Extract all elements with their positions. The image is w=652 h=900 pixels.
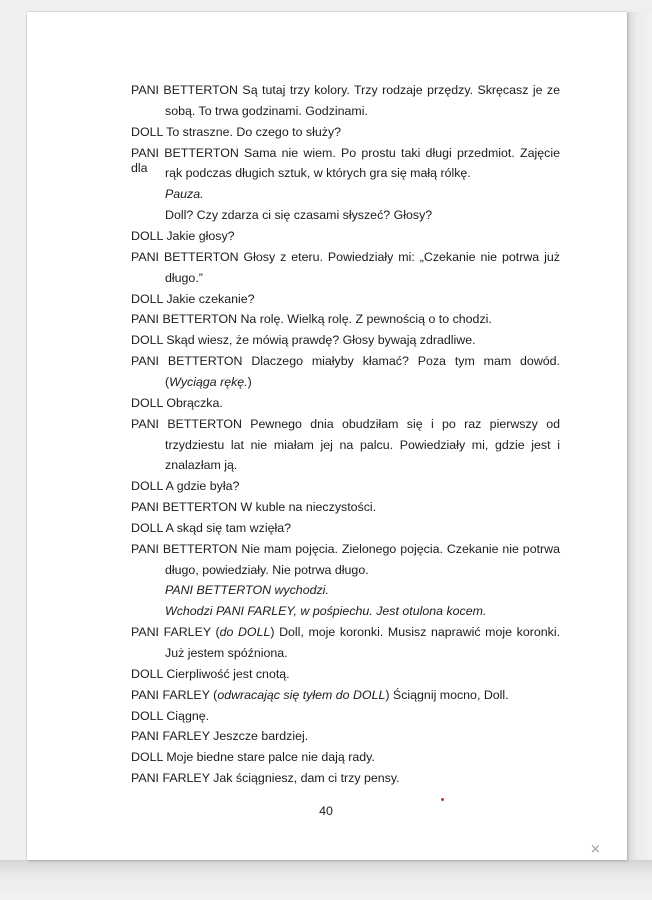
dialogue-line [165, 271, 560, 286]
dialogue-text: trzydziestu lat nie miałam jej na palcu. Powiedziały mi, gdzie jest i [165, 437, 560, 452]
dialogue-line [131, 771, 560, 786]
dialogue-line [131, 354, 560, 369]
dialogue-line [131, 542, 560, 557]
dialogue-text: Już jestem spóźniona. [165, 646, 288, 660]
dialogue-text: DOLL Obrączka. [131, 395, 223, 410]
dialogue-line [131, 250, 560, 265]
dialogue-line [165, 646, 560, 661]
dialogue-text: PANI BETTERTON Na rolę. Wielką rolę. Z pewnością o to chodzi. [131, 312, 492, 327]
dialogue-text: PANI FARLEY Jak ściągniesz, dam ci trzy pensy. [131, 771, 400, 786]
page-number: 40 [319, 804, 333, 818]
stage-direction-text: PANI BETTERTON wychodzi. [165, 583, 329, 598]
paper-speck [441, 798, 444, 801]
dialogue-line [165, 438, 560, 453]
dialogue-text: PANI BETTERTON Dlaczego miałyby kłamać? Poza tym mam dowód. [131, 354, 560, 369]
stage-direction-line [165, 583, 560, 598]
dialogue-line [131, 83, 560, 98]
dialogue-line [131, 729, 560, 744]
dialogue-line [131, 229, 560, 244]
dialogue-line [131, 417, 560, 432]
dialogue-text: DOLL Cierpliwość jest cnotą. [131, 666, 290, 681]
dialogue-line [165, 166, 560, 181]
dialogue-line [131, 709, 560, 724]
dialogue-line [131, 479, 560, 494]
dialogue-text: rąk podczas długich sztuk, w których gra się małą rólkę. [165, 166, 471, 181]
dialogue-line [131, 312, 560, 327]
dialogue-line [131, 750, 560, 765]
dialogue-text: Doll? Czy zdarza ci się czasami słyszeć? Głosy? [165, 208, 433, 223]
stage-direction-line [165, 604, 560, 619]
dialogue-text: PANI FARLEY ( [131, 687, 218, 702]
dialogue-text: DOLL Jakie głosy? [131, 229, 235, 243]
dialogue-text: DOLL A gdzie była? [131, 479, 240, 494]
dialogue-text: PANI BETTERTON Głosy z eteru. Powiedziały mi: „Czekanie nie potrwa już [131, 249, 560, 264]
dialogue-line [131, 333, 560, 348]
stage-direction-text: Pauza. [165, 187, 204, 202]
dialogue-text: DOLL A skąd się tam wzięła? [131, 520, 292, 535]
dialogue-text: DOLL Ciągnę. [131, 708, 210, 723]
dialogue-line [131, 521, 560, 536]
dialogue-text: ( [165, 374, 170, 389]
dialogue-text: PANI BETTERTON Pewnego dnia obudziłam się i po raz pierwszy od [131, 416, 560, 431]
dialogue-line [165, 375, 560, 390]
dialogue-line [165, 563, 560, 578]
dialogue-text: DOLL Moje biedne stare palce nie dają rady. [131, 750, 375, 765]
stage-direction-line [165, 187, 560, 202]
dialogue-line [131, 125, 560, 140]
dialogue-line [165, 458, 560, 473]
dialogue-text: ) Doll, moje koronki. Musisz naprawić moje koronki. [270, 625, 561, 640]
dialogue-text: PANI BETTERTON Nie mam pojęcia. Zielonego pojęcia. Czekanie nie potrwa [131, 541, 560, 556]
dialogue-line [131, 688, 560, 703]
scan-mark-icon: × [590, 842, 601, 857]
dialogue-text: PANI BETTERTON W kuble na nieczystości. [131, 500, 377, 514]
dialogue-text: DOLL Jakie czekanie? [131, 291, 255, 306]
dialogue-line [165, 104, 560, 119]
dialogue-text: DOLL Skąd wiesz, że mówią prawdę? Głosy bywają zdradliwe. [131, 333, 476, 348]
dialogue-line [131, 292, 560, 307]
dialogue-text: ) Ściągnij mocno, Doll. [385, 687, 509, 702]
dialogue-line [131, 500, 560, 515]
dialogue-line [131, 667, 560, 682]
dialogue-text: znalazłam ją. [165, 458, 238, 473]
dialogue-text: ) [247, 374, 252, 389]
stage-direction-text: Wchodzi PANI FARLEY, w pośpiechu. Jest otulona kocem. [165, 604, 487, 619]
dialogue-text: DOLL To straszne. Do czego to służy? [131, 124, 342, 139]
dialogue-line [131, 625, 560, 640]
dialogue-text: PANI BETTERTON Są tutaj trzy kolory. Trzy rodzaje przędzy. Skręcasz je ze [131, 83, 560, 97]
dialogue-text: długo.” [165, 270, 203, 285]
dialogue-text: PANI FARLEY ( [131, 625, 220, 640]
stage-direction-text: Wyciąga rękę. [169, 374, 248, 389]
dialogue-text: sobą. To trwa godzinami. Godzinami. [165, 103, 368, 118]
dialogue-line [131, 396, 560, 411]
dialogue-line [165, 208, 560, 223]
dialogue-text: PANI FARLEY Jeszcze bardziej. [131, 729, 309, 744]
stage-direction-text: odwracając się tyłem do DOLL [217, 687, 386, 702]
dialogue-text: PANI BETTERTON Sama nie wiem. Po prostu taki długi przedmiot. Zajęcie dla [131, 145, 560, 175]
stage-direction-text: do DOLL [219, 625, 271, 640]
dialogue-text: długo, powiedziały. Nie potrwa długo. [165, 562, 369, 577]
